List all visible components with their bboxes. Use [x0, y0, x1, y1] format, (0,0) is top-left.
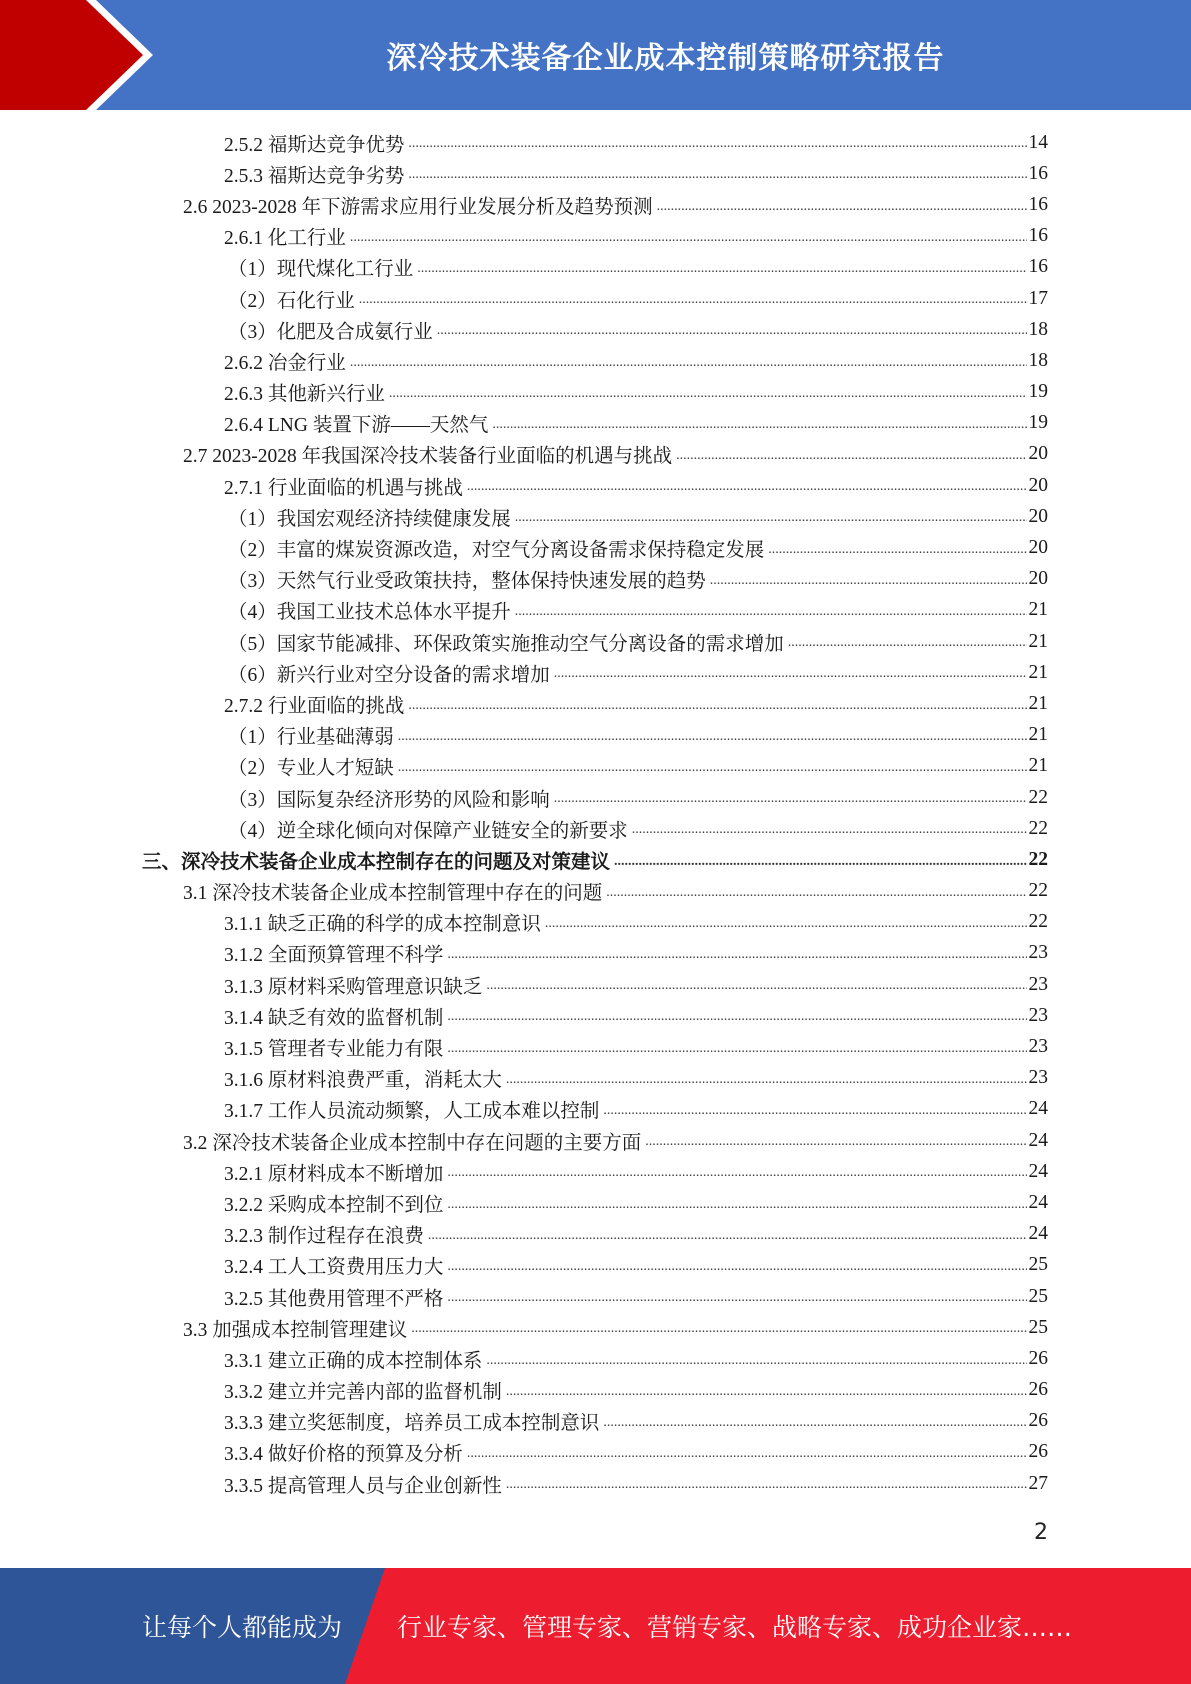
toc-entry-title: （4）逆全球化倾向对保障产业链安全的新要求 [228, 820, 628, 842]
toc-dot-leader [428, 1229, 1027, 1250]
toc-entry-page: 19 [1028, 412, 1048, 434]
toc-entry-title: 2.6.1 化工行业 [224, 228, 346, 250]
toc-entry-page: 26 [1028, 1410, 1048, 1432]
toc-dot-leader [447, 1260, 1026, 1281]
toc-entry-page: 22 [1028, 817, 1048, 839]
toc-entry-title: 3.2.2 采购成本控制不到位 [224, 1194, 444, 1216]
toc-entry-page: 21 [1028, 630, 1048, 652]
toc-entry-page: 21 [1028, 599, 1048, 621]
toc-dot-leader [506, 1478, 1027, 1499]
toc-entry-title: 2.6 2023-2028 年下游需求应用行业发展分析及趋势预测 [183, 196, 653, 218]
toc-dot-leader [710, 574, 1027, 595]
toc-entry-title: 2.5.3 福斯达竞争劣势 [224, 165, 405, 187]
toc-entry-page: 18 [1028, 318, 1048, 340]
toc-entry-title: （4）我国工业技术总体水平提升 [228, 602, 511, 624]
toc-entry[interactable] [0, 1094, 1191, 1125]
header-red-arrow-shape [0, 0, 150, 110]
toc-entry-page: 26 [1028, 1379, 1048, 1401]
toc-entry[interactable] [0, 751, 1191, 782]
toc-entry[interactable] [0, 1031, 1191, 1062]
toc-entry-title: （2）丰富的煤炭资源改造，对空气分离设备需求保持稳定发展 [228, 540, 765, 562]
toc-entry-page: 23 [1028, 973, 1048, 995]
toc-entry-title: 3.3.3 建立奖惩制度，培养员工成本控制意识 [224, 1413, 600, 1435]
toc-entry-page: 24 [1028, 1160, 1048, 1182]
toc-dot-leader [350, 231, 1027, 252]
toc-entry[interactable] [0, 813, 1191, 844]
toc-entry-page: 14 [1028, 131, 1048, 153]
toc-entry-page: 16 [1028, 162, 1048, 184]
toc-entry[interactable] [0, 221, 1191, 252]
toc-entry-title: 3.3.1 建立正确的成本控制体系 [224, 1350, 483, 1372]
toc-dot-leader [447, 1166, 1026, 1187]
toc-entry[interactable] [0, 189, 1191, 220]
toc-entry-title: （6）新兴行业对空分设备的需求增加 [228, 664, 550, 686]
toc-entry-page: 23 [1028, 1067, 1048, 1089]
toc-entry-page: 21 [1028, 661, 1048, 683]
toc-entry-page: 25 [1028, 1316, 1048, 1338]
toc-dot-leader [657, 200, 1027, 221]
toc-entry[interactable] [0, 439, 1191, 470]
toc-entry-title: （1）行业基础薄弱 [228, 727, 394, 749]
toc-entry-title: 3.2.1 原材料成本不断增加 [224, 1163, 444, 1185]
toc-entry-page: 26 [1028, 1441, 1048, 1463]
toc-entry[interactable] [0, 595, 1191, 626]
toc-entry-page: 21 [1028, 724, 1048, 746]
toc-entry-page: 20 [1028, 568, 1048, 590]
toc-dot-leader [389, 387, 1027, 408]
toc-entry[interactable] [0, 501, 1191, 532]
toc-dot-leader [676, 449, 1026, 470]
toc-entry-page: 16 [1028, 193, 1048, 215]
toc-dot-leader [603, 1104, 1026, 1125]
toc-entry[interactable] [0, 1468, 1191, 1499]
toc-entry[interactable] [0, 377, 1191, 408]
toc-entry-title: 3.1.2 全面预算管理不科学 [224, 945, 444, 967]
toc-dot-leader [437, 324, 1027, 345]
toc-entry-title: 三、深冷技术装备企业成本控制存在的问题及对策建议 [142, 851, 611, 873]
toc-entry[interactable] [0, 1219, 1191, 1250]
toc-entry[interactable] [0, 1125, 1191, 1156]
toc-entry[interactable] [0, 345, 1191, 376]
toc-entry-page: 25 [1028, 1254, 1048, 1276]
toc-entry-title: 3.3.5 提高管理人员与企业创新性 [224, 1475, 502, 1497]
toc-dot-leader [645, 1135, 1026, 1156]
toc-entry-title: 3.3.4 做好价格的预算及分析 [224, 1444, 463, 1466]
toc-entry-page: 24 [1028, 1098, 1048, 1120]
toc-dot-leader [350, 356, 1027, 377]
toc-entry[interactable] [0, 1063, 1191, 1094]
toc-entry-title: （3）化肥及合成氨行业 [228, 321, 433, 343]
toc-dot-leader [447, 948, 1026, 969]
toc-entry-page: 26 [1028, 1347, 1048, 1369]
toc-entry-title: 2.7 2023-2028 年我国深冷技术装备行业面临的机遇与挑战 [183, 446, 673, 468]
toc-entry-page: 22 [1028, 911, 1048, 933]
table-of-contents [0, 127, 1191, 1499]
toc-entry[interactable] [0, 532, 1191, 563]
toc-entry[interactable] [0, 1406, 1191, 1437]
toc-entry-title: （5）国家节能减排、环保政策实施推动空气分离设备的需求增加 [228, 633, 784, 655]
toc-entry-title: 3.2.5 其他费用管理不严格 [224, 1288, 444, 1310]
toc-entry-title: 2.7.2 行业面临的挑战 [224, 695, 405, 717]
toc-entry-title: 3.1.5 管理者专业能力有限 [224, 1039, 444, 1061]
toc-entry[interactable] [0, 876, 1191, 907]
toc-dot-leader [506, 1073, 1027, 1094]
toc-entry[interactable] [0, 1312, 1191, 1343]
toc-entry-page: 23 [1028, 1036, 1048, 1058]
toc-entry-title: 3.1.7 工作人员流动频繁，人工成本难以控制 [224, 1101, 600, 1123]
toc-dot-leader [411, 1322, 1026, 1343]
footer-slogan-right: 行业专家、管理专家、营销专家、战略专家、成功企业家…… [397, 1613, 1073, 1642]
toc-dot-leader [506, 1385, 1027, 1406]
toc-dot-leader [408, 137, 1026, 158]
toc-dot-leader [447, 1010, 1026, 1031]
toc-entry[interactable] [0, 1375, 1191, 1406]
toc-entry-title: 3.1.4 缺乏有效的监督机制 [224, 1007, 444, 1029]
toc-entry-page: 27 [1028, 1472, 1048, 1494]
toc-entry-page: 20 [1028, 443, 1048, 465]
page-header [0, 0, 1191, 110]
toc-dot-leader [545, 917, 1027, 938]
toc-entry-title: （2）石化行业 [228, 290, 355, 312]
toc-entry-page: 18 [1028, 349, 1048, 371]
footer-slogan-left: 让每个人都能成为 [142, 1613, 343, 1642]
toc-dot-leader [515, 605, 1027, 626]
toc-entry-title: 2.7.1 行业面临的机遇与挑战 [224, 477, 463, 499]
toc-dot-leader [486, 1354, 1026, 1375]
toc-entry-page: 23 [1028, 942, 1048, 964]
toc-entry-title: 3.1 深冷技术装备企业成本控制管理中存在的问题 [183, 883, 603, 905]
toc-entry[interactable] [0, 470, 1191, 501]
toc-entry-title: 3.1.6 原材料浪费严重，消耗太大 [224, 1070, 502, 1092]
toc-entry-title: 3.2.4 工人工资费用压力大 [224, 1257, 444, 1279]
toc-entry[interactable] [0, 657, 1191, 688]
toc-dot-leader [606, 886, 1026, 907]
toc-entry-title: 3.3.2 建立并完善内部的监督机制 [224, 1382, 502, 1404]
toc-entry-title: 2.6.3 其他新兴行业 [224, 384, 385, 406]
toc-dot-leader [632, 823, 1027, 844]
toc-entry[interactable] [0, 720, 1191, 751]
toc-dot-leader [788, 636, 1027, 657]
toc-entry[interactable] [0, 688, 1191, 719]
toc-entry-page: 20 [1028, 505, 1048, 527]
toc-dot-leader [408, 699, 1026, 720]
toc-dot-leader [398, 761, 1027, 782]
toc-entry-title: （1）我国宏观经济持续健康发展 [228, 508, 511, 530]
toc-dot-leader [603, 1416, 1026, 1437]
toc-dot-leader [467, 1447, 1027, 1468]
toc-entry-title: 3.1.3 原材料采购管理意识缺乏 [224, 976, 483, 998]
toc-entry-title: （3）国际复杂经济形势的风险和影响 [228, 789, 550, 811]
toc-entry[interactable] [0, 969, 1191, 1000]
toc-dot-leader [614, 855, 1026, 876]
toc-dot-leader [447, 1291, 1026, 1312]
toc-entry-page: 23 [1028, 1004, 1048, 1026]
toc-dot-leader [486, 979, 1026, 1000]
toc-dot-leader [408, 168, 1026, 189]
toc-entry[interactable] [0, 938, 1191, 969]
toc-dot-leader [447, 1042, 1026, 1063]
toc-entry-page: 16 [1028, 256, 1048, 278]
toc-entry-page: 24 [1028, 1191, 1048, 1213]
toc-entry[interactable] [0, 564, 1191, 595]
toc-entry-title: 2.6.2 冶金行业 [224, 352, 346, 374]
toc-entry-title: （2）专业人才短缺 [228, 758, 394, 780]
toc-entry[interactable] [0, 1187, 1191, 1218]
toc-entry-page: 25 [1028, 1285, 1048, 1307]
toc-entry-title: （3）天然气行业受政策扶持，整体保持快速发展的趋势 [228, 571, 706, 593]
toc-entry[interactable] [0, 127, 1191, 158]
toc-entry[interactable] [0, 1156, 1191, 1187]
toc-entry-page: 17 [1028, 287, 1048, 309]
toc-entry[interactable] [0, 158, 1191, 189]
page-number: 2 [1034, 1520, 1048, 1545]
toc-entry[interactable] [0, 1000, 1191, 1031]
toc-dot-leader [447, 1198, 1026, 1219]
toc-entry[interactable] [0, 907, 1191, 938]
toc-entry-page: 19 [1028, 381, 1048, 403]
toc-entry-page: 24 [1028, 1223, 1048, 1245]
toc-entry-page: 20 [1028, 537, 1048, 559]
toc-entry-page: 22 [1028, 848, 1048, 870]
toc-dot-leader [515, 511, 1027, 532]
toc-entry[interactable] [0, 1250, 1191, 1281]
toc-entry[interactable] [0, 1437, 1191, 1468]
toc-dot-leader [554, 667, 1027, 688]
toc-dot-leader [359, 293, 1027, 314]
toc-entry[interactable] [0, 626, 1191, 657]
toc-entry-page: 16 [1028, 225, 1048, 247]
toc-entry-page: 24 [1028, 1129, 1048, 1151]
toc-entry[interactable] [0, 252, 1191, 283]
toc-entry[interactable] [0, 408, 1191, 439]
toc-entry[interactable] [0, 1281, 1191, 1312]
toc-dot-leader [554, 792, 1027, 813]
report-title: 深冷技术装备企业成本控制策略研究报告 [386, 41, 945, 76]
toc-dot-leader [768, 543, 1026, 564]
toc-entry-page: 20 [1028, 474, 1048, 496]
toc-entry[interactable] [0, 314, 1191, 345]
toc-entry[interactable] [0, 283, 1191, 314]
toc-entry-title: 2.5.2 福斯达竞争优势 [224, 134, 405, 156]
toc-entry[interactable] [0, 1343, 1191, 1374]
toc-entry[interactable] [0, 844, 1191, 875]
toc-dot-leader [398, 730, 1027, 751]
toc-entry[interactable] [0, 782, 1191, 813]
toc-entry-title: 3.1.1 缺乏正确的科学的成本控制意识 [224, 914, 541, 936]
page-footer [0, 1568, 1191, 1684]
toc-entry-title: 3.2.3 制作过程存在浪费 [224, 1226, 424, 1248]
toc-entry-page: 22 [1028, 880, 1048, 902]
toc-entry-page: 21 [1028, 692, 1048, 714]
toc-entry-title: 2.6.4 LNG 装置下游——天然气 [224, 415, 489, 437]
toc-entry-title: （1）现代煤化工行业 [228, 259, 414, 281]
toc-entry-title: 3.3 加强成本控制管理建议 [183, 1319, 408, 1341]
toc-entry-page: 22 [1028, 786, 1048, 808]
toc-entry-title: 3.2 深冷技术装备企业成本控制中存在问题的主要方面 [183, 1132, 642, 1154]
toc-dot-leader [467, 480, 1027, 501]
toc-dot-leader [417, 262, 1026, 283]
toc-dot-leader [492, 418, 1026, 439]
toc-entry-page: 21 [1028, 755, 1048, 777]
